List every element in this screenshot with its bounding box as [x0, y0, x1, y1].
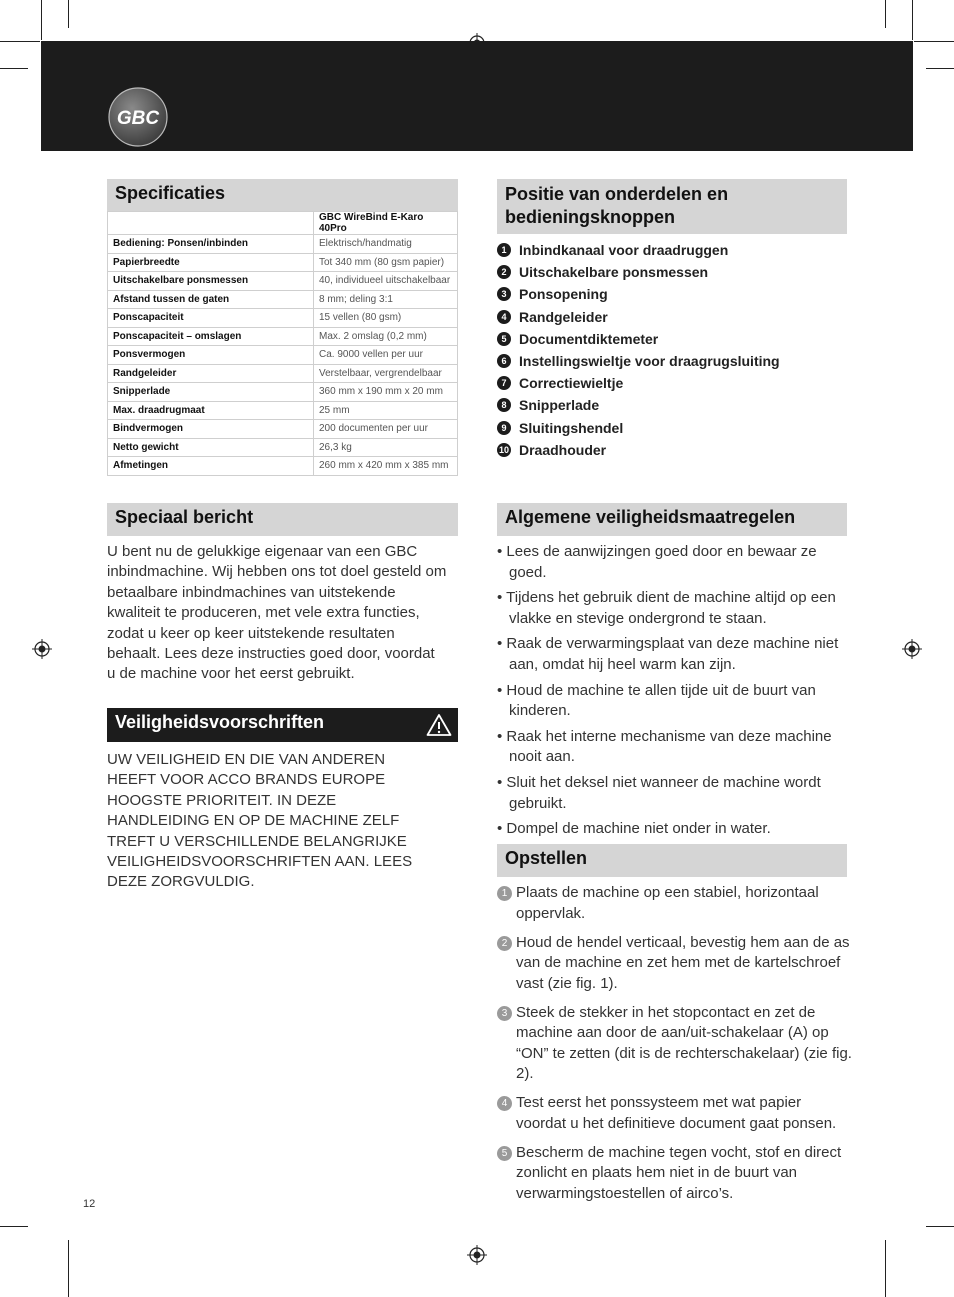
header-banner — [41, 41, 913, 151]
safety-item-text: Raak het interne mechanisme van deze machine nooit aan. — [506, 727, 832, 766]
crop-mark — [68, 0, 69, 28]
registration-mark-icon — [902, 639, 922, 659]
spec-label: Bindvermogen — [108, 420, 314, 439]
crop-mark — [885, 1240, 886, 1297]
spec-value: 260 mm x 420 mm x 385 mm — [314, 457, 458, 476]
step-number-badge: 1 — [497, 886, 512, 901]
table-row — [108, 383, 458, 402]
crop-mark — [926, 1226, 954, 1227]
spec-value: Elektrisch/handmatig — [314, 235, 458, 254]
step-text: Plaats de machine op een stabiel, horizontaal oppervlak. — [516, 884, 819, 922]
list-item — [497, 306, 847, 328]
part-label: Instellingswieltje voor draagrugsluiting — [519, 353, 780, 370]
spec-value: Verstelbaar, vergrendelbaar — [314, 364, 458, 383]
spec-label: Snipperlade — [108, 383, 314, 402]
spec-label: Afstand tussen de gaten — [108, 290, 314, 309]
spec-label: Papierbreedte — [108, 253, 314, 272]
list-item — [497, 350, 847, 372]
part-number-badge: 3 — [497, 287, 511, 301]
setup-steps — [497, 883, 852, 1213]
step-number-badge: 2 — [497, 936, 512, 951]
list-item — [497, 634, 852, 675]
table-empty-header — [108, 212, 314, 235]
list-item — [497, 681, 852, 722]
safety-item-text: Tijdens het gebruik dient de machine altijd op een vlakke en stevige ondergrond te staan. — [506, 589, 836, 627]
spec-value: 26,3 kg — [314, 438, 458, 457]
list-item — [497, 542, 852, 583]
setup-heading — [497, 844, 847, 877]
list-item — [497, 773, 852, 814]
part-label: Documentdiktemeter — [519, 330, 659, 347]
part-label: Ponsopening — [519, 286, 608, 303]
part-number-badge: 9 — [497, 421, 511, 435]
registration-mark-icon — [467, 1245, 487, 1265]
part-label: Inbindkanaal voor draadruggen — [519, 242, 729, 259]
spec-value: 360 mm x 190 mm x 20 mm — [314, 383, 458, 402]
general-safety-heading — [497, 503, 847, 536]
safety-item-text: Lees de aanwijzingen goed door en bewaar ze goed. — [506, 543, 817, 581]
crop-mark — [68, 1240, 69, 1297]
part-label: Randgeleider — [519, 308, 608, 325]
spec-label: Netto gewicht — [108, 438, 314, 457]
safety-rules-title: Veiligheidsvoorschriften — [115, 712, 325, 732]
warning-icon — [426, 713, 452, 737]
spec-label: Ponscapaciteit — [108, 309, 314, 328]
step-text: Bescherm de machine tegen vocht, stof en direct zonlicht en plaats hem niet in de buurt van verwarmingstoestellen of airco’s. — [516, 1143, 842, 1202]
spec-value: Ca. 9000 vellen per uur — [314, 346, 458, 365]
spec-value: 200 documenten per uur — [314, 420, 458, 439]
step-text: Steek de stekker in het stopcontact en zet de machine aan door de aan/uit-schakelaar (A) op “ON” te zetten (dit is de rechterschakelaar) (zie fig. 2). — [516, 1003, 852, 1082]
crop-mark — [0, 41, 40, 42]
table-header-row — [108, 212, 458, 235]
step-number-badge: 3 — [497, 1006, 512, 1021]
crop-mark — [926, 68, 954, 69]
table-row — [108, 401, 458, 420]
part-label: Draadhouder — [519, 441, 607, 458]
part-number-badge: 6 — [497, 354, 511, 368]
part-number-badge: 10 — [498, 444, 509, 455]
parts-heading — [497, 179, 847, 234]
part-label: Snipperlade — [519, 397, 600, 414]
part-number-badge: 5 — [497, 332, 511, 346]
list-item — [497, 819, 852, 840]
spec-value: 25 mm — [314, 401, 458, 420]
part-label: Uitschakelbare ponsmessen — [519, 264, 709, 281]
spec-value: 40, individueel uitschakelbaar — [314, 272, 458, 291]
list-item — [497, 933, 852, 995]
spec-value: Tot 340 mm (80 gsm papier) — [314, 253, 458, 272]
general-safety-list — [497, 542, 852, 845]
special-title: Speciaal bericht — [115, 507, 254, 527]
spec-label: Max. draadrugmaat — [108, 401, 314, 420]
part-number-badge: 8 — [497, 398, 511, 412]
bullet-icon: • — [497, 727, 507, 745]
table-row — [108, 272, 458, 291]
part-number-badge: 1 — [497, 243, 511, 257]
table-row — [108, 346, 458, 365]
list-item — [497, 283, 847, 305]
part-number-badge: 2 — [497, 265, 511, 279]
list-item — [497, 417, 847, 439]
general-safety-title: Algemene veiligheidsmaatregelen — [505, 507, 796, 527]
spec-label: Ponscapaciteit – omslagen — [108, 327, 314, 346]
spec-value: 15 vellen (80 gsm) — [314, 309, 458, 328]
special-text: U bent nu de gelukkige eigenaar van een GBC inbindmachine. Wij hebben ons tot doel gesteld om betaalbare inbindmachines van uitstekende kwaliteit te produceren, met vele extra functies, zodat u keer op keer uitstekende resultaten behaalt. Lees deze instructies goed door, voordat u de machine voor het eerst gebruikt. — [107, 543, 447, 683]
table-row — [108, 253, 458, 272]
spec-label: Bediening: Ponsen/inbinden — [108, 235, 314, 254]
list-item — [497, 261, 847, 283]
safety-item-text: Raak de verwarmingsplaat van deze machine niet aan, omdat hij heel warm kan zijn. — [506, 635, 839, 673]
list-item — [497, 239, 847, 261]
step-number-badge: 4 — [497, 1096, 512, 1111]
specs-heading — [107, 179, 458, 211]
spec-value: Max. 2 omslag (0,2 mm) — [314, 327, 458, 346]
spec-label: Uitschakelbare ponsmessen — [108, 272, 314, 291]
list-item — [497, 1093, 852, 1134]
spec-label: Randgeleider — [108, 364, 314, 383]
list-item — [497, 328, 847, 350]
safety-item-text: Dompel de machine niet onder in water. — [506, 820, 771, 838]
bullet-icon: • — [497, 589, 507, 607]
list-item — [497, 394, 847, 416]
step-text: Test eerst het ponssysteem met wat papier voordat u het definitieve document gaat ponsen. — [516, 1094, 837, 1132]
table-row — [108, 457, 458, 476]
list-item — [497, 1003, 852, 1085]
setup-title: Opstellen — [505, 848, 588, 868]
crop-mark — [885, 0, 886, 28]
special-heading — [107, 503, 458, 536]
part-label: Correctiewieltje — [519, 375, 624, 392]
list-item — [497, 883, 852, 924]
bullet-icon: • — [497, 820, 507, 838]
bullet-icon: • — [497, 681, 507, 699]
crop-mark — [41, 0, 42, 40]
list-item — [497, 727, 852, 768]
table-column-header: GBC WireBind E-Karo 40Pro — [314, 212, 458, 235]
table-row — [108, 235, 458, 254]
part-number-badge: 7 — [497, 376, 511, 390]
safety-item-text: Sluit het deksel niet wanneer de machine wordt gebruikt. — [506, 773, 821, 812]
registration-mark-icon — [32, 639, 52, 659]
spec-value: 8 mm; deling 3:1 — [314, 290, 458, 309]
bullet-icon: • — [497, 773, 507, 791]
table-row — [108, 438, 458, 457]
part-number-badge: 4 — [497, 310, 511, 324]
spec-label: Afmetingen — [108, 457, 314, 476]
specs-title: Specificaties — [115, 183, 226, 203]
table-row — [108, 420, 458, 439]
step-number-badge: 5 — [497, 1146, 512, 1161]
table-row — [108, 290, 458, 309]
part-label: Sluitingshendel — [519, 419, 624, 436]
specs-table-body — [108, 235, 458, 476]
page-number: 12 — [83, 1198, 96, 1210]
list-item — [497, 439, 847, 461]
bullet-icon: • — [497, 635, 507, 653]
crop-mark — [912, 0, 913, 40]
crop-mark — [914, 41, 954, 42]
parts-title: Positie van onderdelen en bedieningsknoppen — [505, 184, 729, 227]
table-row — [108, 364, 458, 383]
table-row — [108, 309, 458, 328]
list-item — [497, 588, 852, 629]
safety-item-text: Houd de machine te allen tijde uit de buurt van kinderen. — [506, 681, 816, 720]
crop-mark — [0, 68, 28, 69]
step-text: Houd de hendel verticaal, bevestig hem aan de as van de machine en zet hem met de kartelschroef vast (zie fig. 1). — [516, 933, 850, 992]
safety-rules-heading — [107, 708, 458, 742]
table-row — [108, 327, 458, 346]
specs-table — [107, 211, 458, 476]
list-item — [497, 372, 847, 394]
spec-label: Ponsvermogen — [108, 346, 314, 365]
safety-rules-text: UW VEILIGHEID EN DIE VAN ANDEREN HEEFT VOOR ACCO BRANDS EUROPE HOOGSTE PRIORITEIT. IN DEZE HANDLEIDING EN OP DE MACHINE ZELF TREFT U VERSCHILLENDE BELANGRIJKE VEILIGHEIDSVOORSCHRIFTEN AAN. LEES DEZE ZORGVULDIG. — [107, 751, 413, 891]
bullet-icon: • — [497, 543, 507, 560]
svg-text:GBC: GBC — [116, 108, 160, 129]
crop-mark — [0, 1226, 28, 1227]
list-item — [497, 1143, 852, 1205]
parts-list — [497, 239, 847, 461]
gbc-logo — [108, 87, 168, 147]
